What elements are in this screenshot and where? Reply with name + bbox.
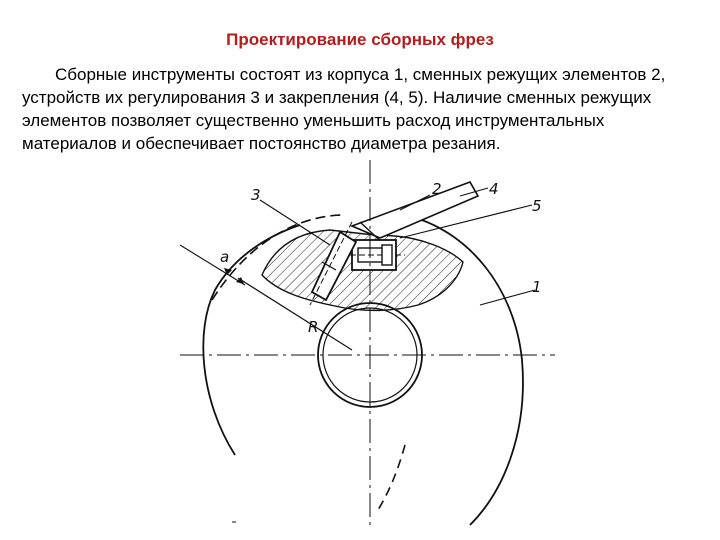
slide-title: Проектирование сборных фрез	[226, 30, 494, 49]
paragraph-text: Сборные инструменты состоят из корпуса 1, сменных режущих элементов 2, устройств их регулирования 3 и закрепления (4, 5). Наличие сменных режущих элементов позволяет существенно уменьшить расход инструментальных материалов и обеспечивает постоянство диаметра резания.	[22, 65, 666, 153]
clamp-nut	[382, 245, 392, 265]
cutting-diameter-arc-lower	[378, 445, 405, 510]
label-dimension-a: a	[220, 248, 230, 266]
body-paragraph	[22, 63, 672, 155]
dim-a-extension	[180, 245, 245, 285]
cutting-insert	[352, 182, 478, 238]
label-dimension-R: R	[308, 318, 319, 336]
label-part-1: 1	[532, 278, 542, 296]
label-part-4: 4	[489, 180, 499, 198]
label-part-5: 5	[532, 197, 542, 215]
milling-cutter-drawing	[170, 150, 560, 540]
label-part-3: 3	[251, 186, 261, 204]
label-part-2: 2	[432, 180, 442, 198]
